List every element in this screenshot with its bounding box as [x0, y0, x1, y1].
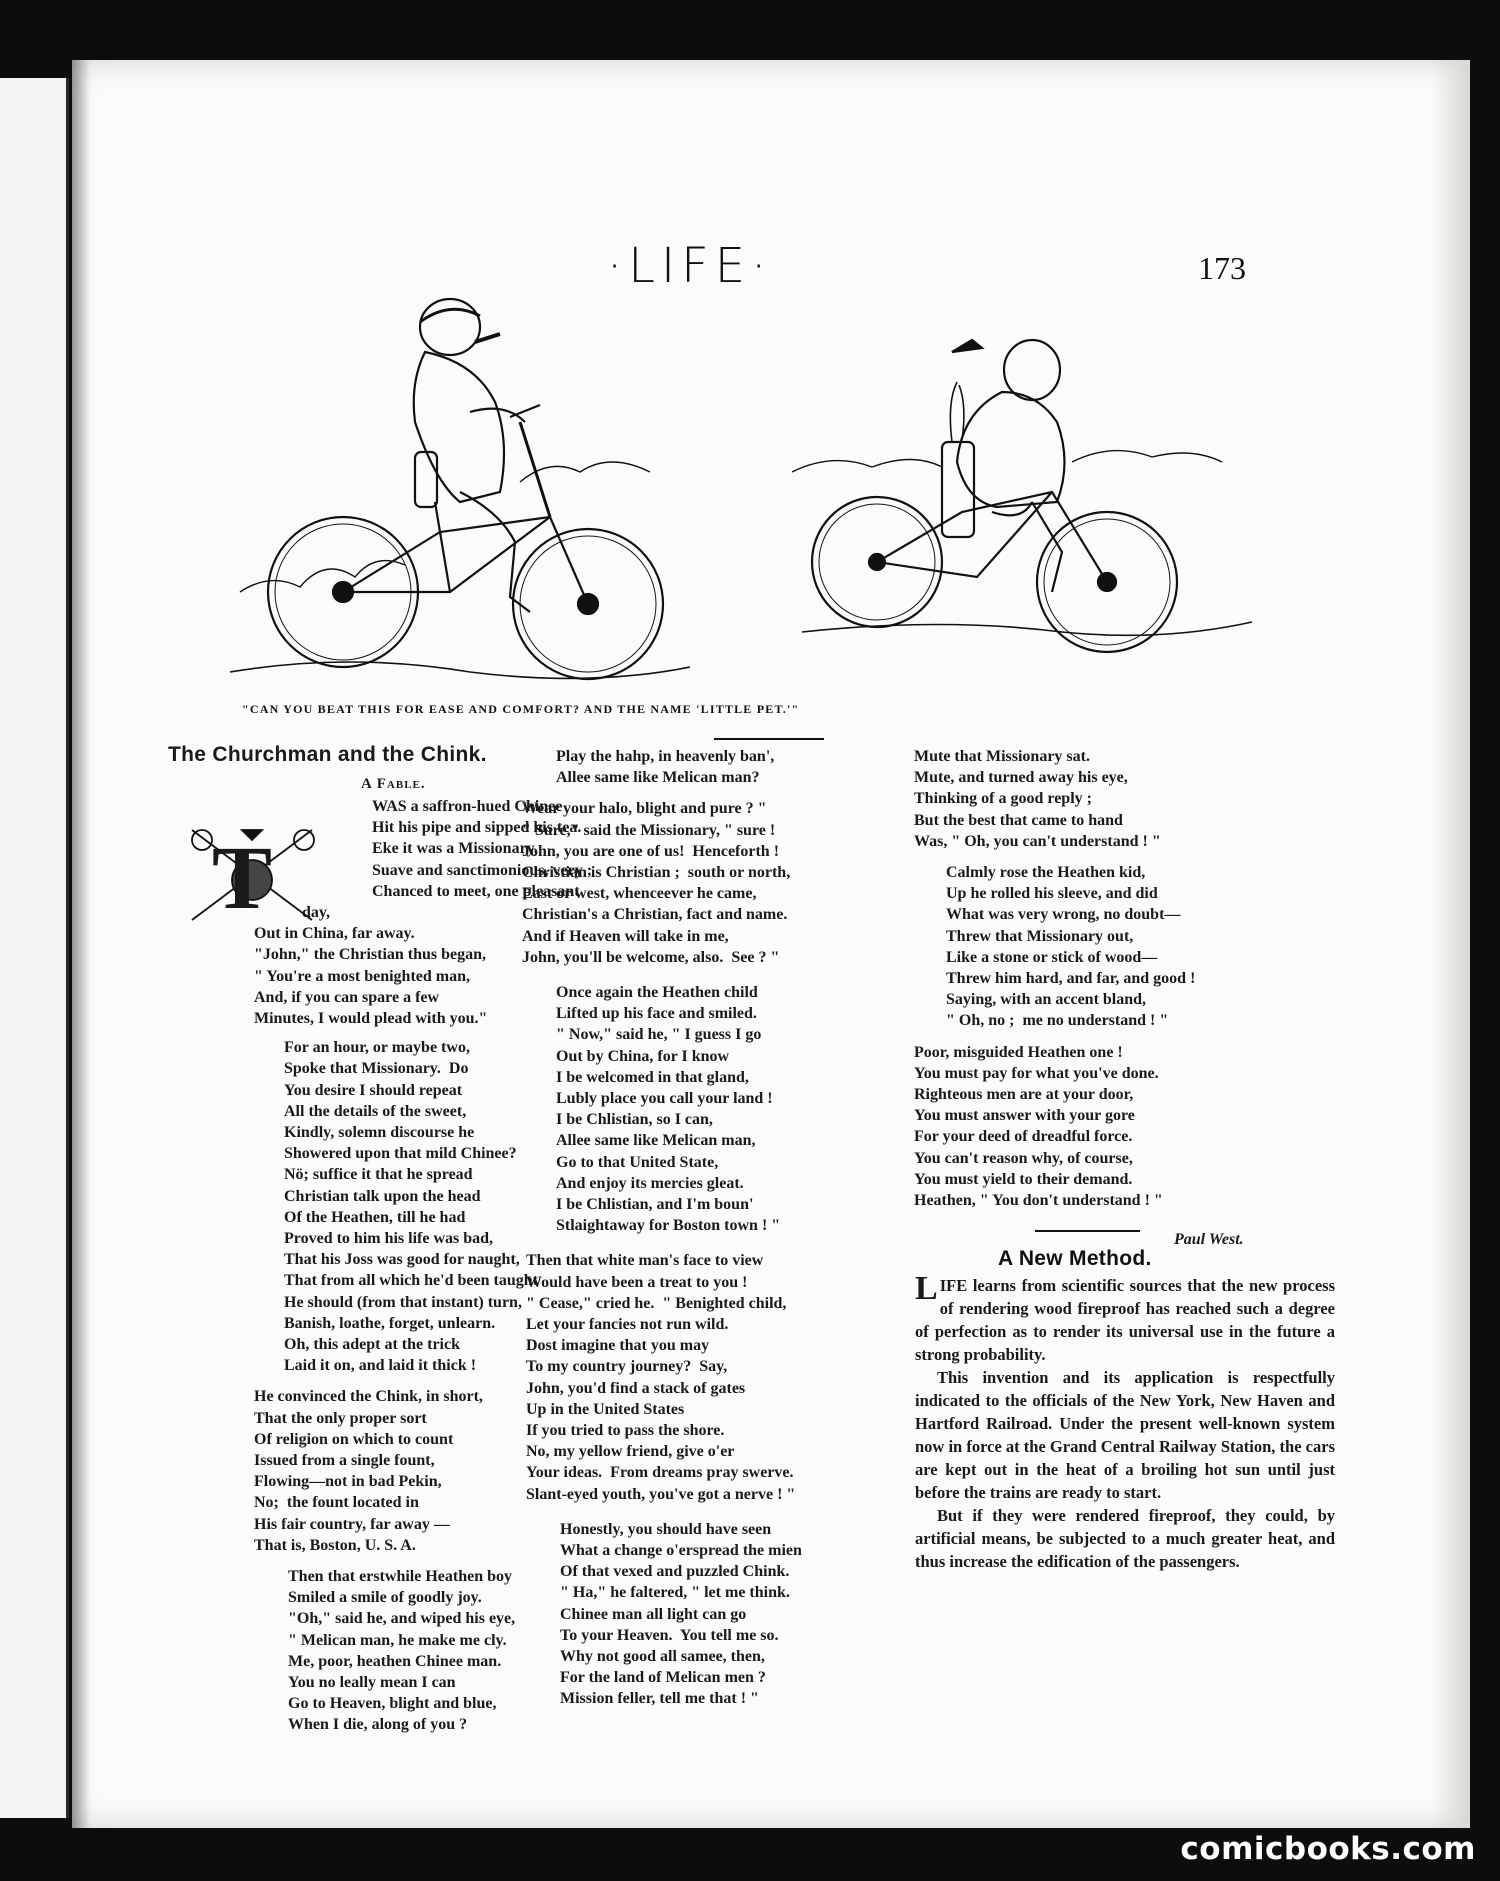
- poem-line: Allee same like Melican man?: [556, 769, 760, 787]
- poem-line: And, if you can spare a few: [254, 988, 440, 1006]
- article-paragraph-3: But if they were rendered fireproof, they could, by artificial means, be subjected to a much greater heat, and thus increase the edification of the passengers.: [915, 1506, 1335, 1571]
- poem-line: No, my yellow friend, give o'er: [526, 1443, 735, 1461]
- poem-line: Allee same like Melican man,: [556, 1132, 756, 1150]
- article-dropcap: L: [915, 1270, 938, 1307]
- poem-line: I be welcomed in that gland,: [556, 1068, 749, 1086]
- poem-line: You must answer with your gore: [914, 1107, 1135, 1125]
- poem-line: " Oh, no ; me no understand ! ": [946, 1012, 1169, 1030]
- poem-line: Heathen, " You don't understand ! ": [914, 1192, 1163, 1209]
- poem-line: I be Chlistian, so I can,: [556, 1111, 713, 1129]
- poem-line: Threw that Missionary out,: [946, 927, 1134, 945]
- poem-line: Your ideas. From dreams pray swerve.: [526, 1464, 794, 1482]
- facing-page-edge: [0, 78, 69, 1818]
- poem-line: You can't reason why, of course,: [914, 1149, 1133, 1167]
- poem-line: Mute, and turned away his eye,: [914, 769, 1128, 787]
- poem-line: What a change o'erspread the mien: [560, 1542, 802, 1559]
- poem-line: That from all which he'd been taught: [284, 1272, 538, 1290]
- poem-line: And if Heaven will take in me,: [522, 927, 729, 945]
- poem-line: To your Heaven. You tell me so.: [560, 1626, 779, 1644]
- poem-line: To my country journey? Say,: [526, 1358, 728, 1376]
- poem-line: John, you'd find a stack of gates: [526, 1379, 746, 1397]
- poem-line: Of the Heathen, till he had: [284, 1208, 466, 1226]
- poem-line: East or west, whenceever he came,: [522, 885, 757, 903]
- poem-line: Spoke that Missionary. Do: [284, 1060, 469, 1078]
- poem-line: " Now," said he, " I guess I go: [556, 1026, 762, 1044]
- poem-line: Was, " Oh, you can't understand ! ": [914, 832, 1161, 850]
- poem-line: Up he rolled his sleeve, and did: [946, 885, 1158, 903]
- poem-line: Hit his pipe and sipped his tea.: [372, 819, 582, 837]
- poem-column-1: [168, 743, 593, 1734]
- poem-line: His fair country, far away —: [254, 1515, 450, 1533]
- poem-line: That is, Boston, U. S. A.: [254, 1536, 416, 1554]
- poem-title: The Churchman and the Chink.: [168, 743, 487, 766]
- poem-line: Christian talk upon the head: [284, 1187, 481, 1205]
- poem-line: Nö; suffice it that he spread: [284, 1166, 473, 1184]
- poem-line: Me, poor, heathen Chinee man.: [288, 1652, 502, 1670]
- cyclist-illustration-left: [220, 292, 690, 692]
- poem-line: For an hour, or maybe two,: [284, 1039, 470, 1057]
- masthead: ·LIFE·: [607, 238, 773, 294]
- poem-line: Smiled a smile of goodly joy.: [288, 1589, 482, 1607]
- poem-line: Christian's a Christian, fact and name.: [522, 906, 788, 924]
- poem-line: day,: [302, 904, 331, 921]
- poem-line: That the only proper sort: [254, 1409, 427, 1427]
- poem-line: Showered upon that mild Chinee?: [284, 1145, 517, 1163]
- poem-line: Kindly, solemn discourse he: [284, 1124, 475, 1141]
- poem-line: Mission feller, tell me that ! ": [560, 1690, 759, 1708]
- poem-line: Laid it on, and laid it thick !: [284, 1357, 477, 1375]
- article-title: A New Method.: [998, 1247, 1152, 1270]
- poem-line: Calmly rose the Heathen kid,: [946, 864, 1146, 881]
- poem-line: Slant-eyed youth, you've got a nerve ! ": [526, 1485, 796, 1503]
- poem-line: Like a stone or stick of wood—: [946, 948, 1158, 966]
- poem-line: Then that erstwhile Heathen boy: [288, 1568, 512, 1585]
- page-edge: [1430, 60, 1470, 1828]
- poem-line: "John," the Christian thus began,: [254, 946, 487, 964]
- poem-line: But the best that came to hand: [914, 811, 1123, 829]
- poem-line: Of that vexed and puzzled Chink.: [560, 1563, 790, 1581]
- illustration-caption: "CAN YOU BEAT THIS FOR EASE AND COMFORT? AND THE NAME 'LITTLE PET.'": [242, 702, 800, 716]
- poem-subtitle: A Fable.: [361, 776, 426, 792]
- poem-line: Chanced to meet, one pleasant: [372, 882, 580, 900]
- poem-line: Let your fancies not run wild.: [526, 1316, 729, 1333]
- article-body: [915, 1270, 1335, 1573]
- poem-line: You no leally mean I can: [288, 1674, 456, 1691]
- poem-line: And enjoy its mercies gleat.: [556, 1174, 744, 1192]
- page-number: 173: [1198, 250, 1246, 286]
- poem-line: Honestly, you should have seen: [560, 1520, 772, 1538]
- poem-line: " Cease," cried he. " Benighted child,: [526, 1294, 787, 1312]
- poem-line: Out by China, for I know: [556, 1047, 730, 1065]
- poem-line: Stlaightaway for Boston town ! ": [556, 1217, 781, 1235]
- article-first-line: IFE learns from scientific sources: [939, 1276, 1182, 1295]
- poem-line: John, you are one of us! Henceforth !: [522, 842, 780, 860]
- poem-line: He should (from that instant) turn,: [284, 1293, 522, 1311]
- poem-line: You must yield to their demand.: [914, 1170, 1133, 1188]
- watermark: comicbooks.com: [1180, 1831, 1476, 1867]
- poem-line: Suave and sanctimonious, very ;: [372, 861, 593, 879]
- poem-line: Out in China, far away.: [254, 925, 415, 943]
- poem-line: I be Chlistian, and I'm boun': [556, 1196, 754, 1213]
- spine-shadow: [72, 60, 90, 1828]
- poem-line: Go to Heaven, blight and blue,: [288, 1695, 497, 1713]
- poem-line: Saying, with an accent bland,: [946, 991, 1147, 1009]
- poem-line: Poor, misguided Heathen one !: [914, 1043, 1123, 1061]
- poem-line: For the land of Melican men ?: [560, 1669, 766, 1687]
- poem-line: Proved to him his life was bad,: [284, 1230, 494, 1247]
- poem-line: " Melican man, he make me cly.: [288, 1631, 507, 1649]
- poem-line: No; the fount located in: [254, 1494, 419, 1512]
- poem-line: What was very wrong, no doubt—: [946, 906, 1181, 924]
- poem-line: Wear your halo, blight and pure ? ": [522, 800, 767, 818]
- poem-line: Eke it was a Missionary,: [372, 840, 538, 858]
- poem-column-2: [522, 746, 802, 1708]
- article-paragraph-1: [915, 1270, 1335, 1366]
- poem-line: Once again the Heathen child: [556, 984, 758, 1001]
- poem-line: Christian is Christian ; south or north,: [522, 864, 791, 881]
- poem-line: Flowing—not in bad Pekin,: [254, 1473, 442, 1491]
- poem-line: Minutes, I would plead with you.": [254, 1010, 488, 1027]
- poem-line: Lubly place you call your land !: [556, 1090, 773, 1107]
- poem-line: Then that white man's face to view: [526, 1252, 764, 1270]
- magazine-page: [72, 60, 1470, 1828]
- poem-line: " Sure," said the Missionary, " sure !: [522, 821, 776, 839]
- poem-line: "Oh," said he, and wiped his eye,: [288, 1610, 516, 1628]
- poem-line: Issued from a single fount,: [254, 1452, 435, 1469]
- poem-line: Go to that United State,: [556, 1153, 719, 1171]
- poem-line: Of religion on which to count: [254, 1430, 454, 1448]
- dropcap-letter: T: [212, 829, 273, 928]
- poem-line: You must pay for what you've done.: [914, 1064, 1159, 1082]
- poem-line: If you tried to pass the shore.: [526, 1422, 725, 1439]
- section-rule: [1035, 1230, 1140, 1232]
- poem-line: All the details of the sweet,: [284, 1102, 467, 1120]
- cyclist-illustration-right: [792, 292, 1262, 692]
- poem-line: Dost imagine that you may: [526, 1337, 710, 1355]
- poem-line: He convinced the Chink, in short,: [254, 1388, 483, 1406]
- poem-line: That his Joss was good for naught,: [284, 1251, 520, 1269]
- poem-line: Why not good all samee, then,: [560, 1648, 765, 1665]
- poem-line: Banish, loathe, forget, unlearn.: [284, 1314, 496, 1332]
- poem-line: Lifted up his face and smiled.: [556, 1005, 757, 1023]
- caption-rule: [714, 738, 824, 740]
- poem-line: Thinking of a good reply ;: [914, 790, 1092, 808]
- poem-line: Oh, this adept at the trick: [284, 1336, 460, 1353]
- poem-line: You desire I should repeat: [284, 1081, 463, 1099]
- poem-line: Righteous men are at your door,: [914, 1086, 1134, 1103]
- poem-line: When I die, along of you ?: [288, 1716, 468, 1734]
- author-signature: Paul West.: [1174, 1231, 1244, 1249]
- poem-line: Threw him hard, and far, and good !: [946, 970, 1196, 987]
- poem-line: For your deed of dreadful force.: [914, 1128, 1133, 1146]
- poem-line: Would have been a treat to you !: [526, 1273, 748, 1291]
- poem-line: Mute that Missionary sat.: [914, 748, 1090, 765]
- poem-line: WAS a saffron-hued Chinee: [372, 798, 563, 815]
- poem-column-3: [914, 746, 1196, 1209]
- poem-line: Up in the United States: [526, 1400, 685, 1418]
- poem-line: " You're a most benighted man,: [254, 967, 471, 985]
- poem-author: [1158, 1208, 1244, 1272]
- poem-line: Chinee man all light can go: [560, 1605, 747, 1623]
- poem-line: Play the hahp, in heavenly ban',: [556, 748, 775, 765]
- poem-line: John, you'll be welcome, also. See ? ": [522, 948, 780, 966]
- article-paragraph-1-rest: that the new process of rendering wood fireproof has reached such a degree of perfection as to render its universal use in the future a strong probability.: [915, 1276, 1335, 1364]
- poem-line: " Ha," he faltered, " let me think.: [560, 1584, 790, 1602]
- article-paragraph-2: This invention and its application is respectfully indicated to the officials of the New York, New Haven and Hartford Railroad. Under the present well-known system now in force at the Grand Central Railway Station, the cars are kept out in the heat of a broiling hot sun until just before the trains are ready to start.: [915, 1368, 1335, 1502]
